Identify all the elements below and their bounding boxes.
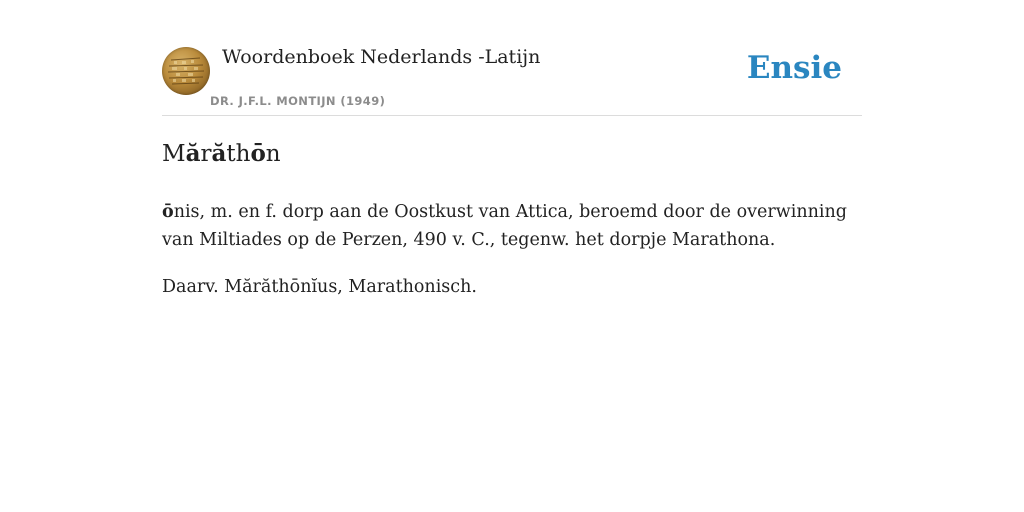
dictionary-author: DR. J.F.L. MONTIJN (1949) xyxy=(210,94,386,108)
definition-text: nis, m. en f. dorp aan de Oostkust van Attica, beroemd door de overwinning van Miltiades op de Perzen, 490 v. C., tegenw. het dorpje Marathona. xyxy=(162,202,847,250)
entry-derivation: Daarv. Mărăthōnĭus, Marathonisch. xyxy=(162,277,477,297)
headword-breve-vowel: ă xyxy=(185,140,201,167)
headword-part: th xyxy=(226,141,251,167)
headword-macron-vowel: ō xyxy=(250,140,266,167)
headword-part: n xyxy=(265,141,281,167)
dictionary-header xyxy=(162,40,862,116)
ensie-logo-link[interactable]: Ensie xyxy=(746,50,842,86)
headword-part: r xyxy=(200,141,212,167)
dictionary-entry xyxy=(162,138,862,320)
entry-definition xyxy=(162,198,862,254)
entry-headword xyxy=(162,138,862,170)
inscribed-coin-icon xyxy=(162,47,210,95)
dictionary-title[interactable]: Woordenboek Nederlands -Latijn xyxy=(222,46,541,68)
headword-part: M xyxy=(162,141,186,167)
headword-breve-vowel: ă xyxy=(211,140,227,167)
genitive-prefix: ō xyxy=(162,202,174,222)
